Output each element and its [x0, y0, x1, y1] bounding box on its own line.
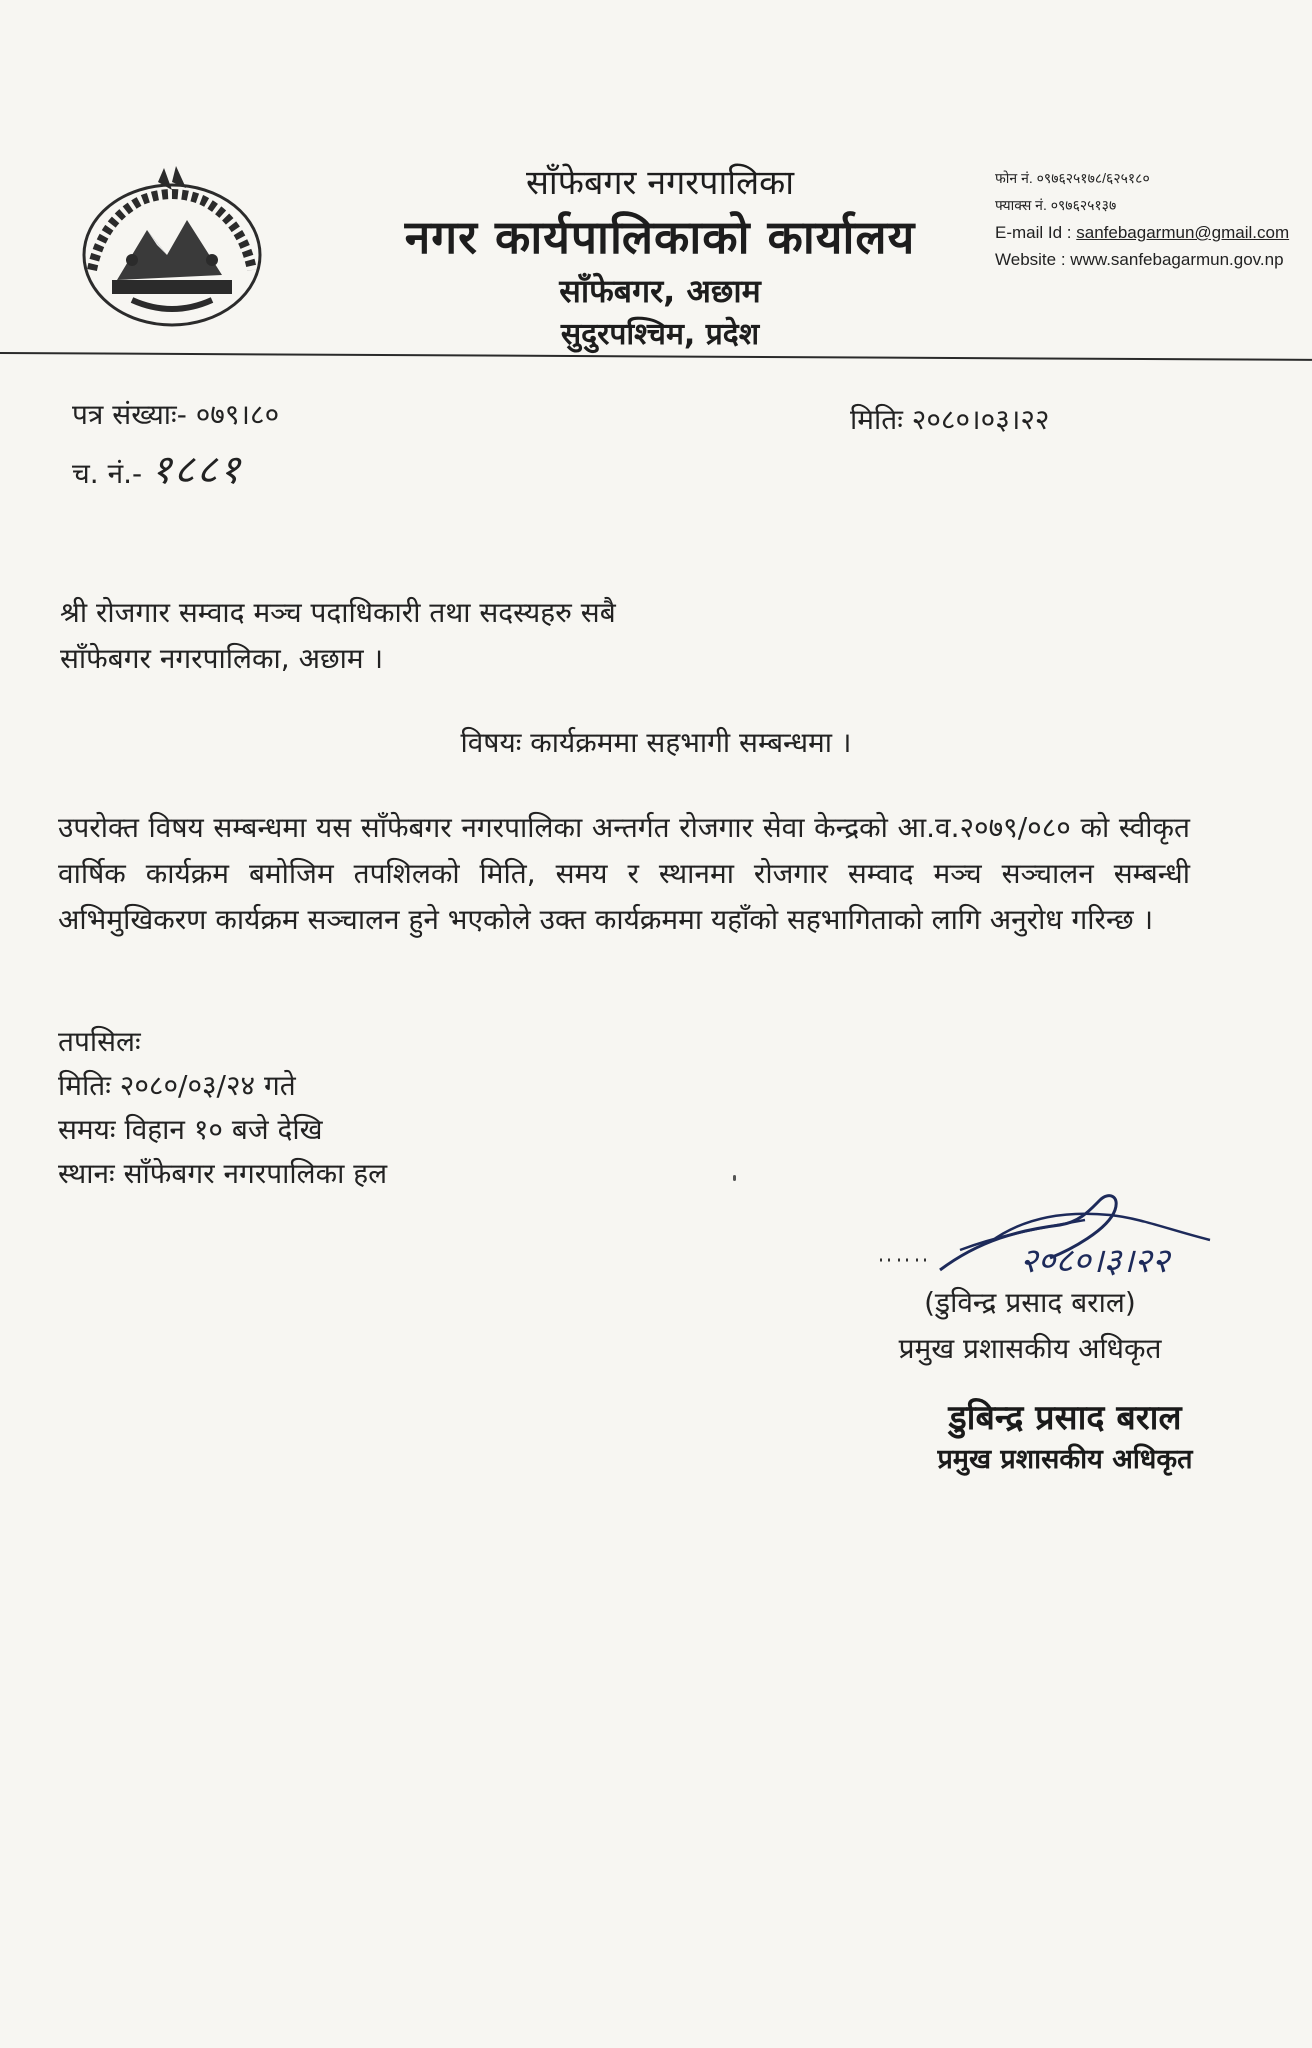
phone-number: फोन नं. ०९७६२५१७८/६२५१८०: [995, 170, 1150, 186]
dispatch-number: [72, 447, 243, 494]
dispatch-number-value: १८८१: [151, 447, 243, 493]
municipality-name: साँफेबगर नगरपालिका: [525, 163, 795, 203]
signature-date: २०८०।३।२२: [1020, 1241, 1170, 1281]
website-line: [995, 246, 1312, 273]
addressee-line-1: श्री रोजगार सम्वाद मञ्च पदाधिकारी तथा सदस्यहरु सबै: [60, 596, 616, 629]
details-venue: स्थानः साँफेबगर नगरपालिका हल: [58, 1157, 388, 1190]
stamp-name: डुबिन्द्र प्रसाद बराल: [948, 1398, 1182, 1438]
letter-date-label: मितिः: [850, 403, 903, 436]
letter-body: उपरोक्त विषय सम्बन्धमा यस साँफेबगर नगरपालिका अन्तर्गत रोजगार सेवा केन्द्रको आ.व.२०७९/०८० को स्वीकृत वार्षिक कार्यक्रम बमोजिम तपशिलको मिति, समय र स्थानमा रोजगार सम्वाद मञ्च सञ्चालन सम्बन्धी अभिमुखिकरण कार्यक्रम सञ्चालन हुने भएकोले उक्त कार्यक्रममा यहाँको सहभागिताको लागि अनुरोध गरिन्छ ।: [58, 811, 1190, 936]
website-link[interactable]: www.sanfebagarmun.gov.np: [1070, 250, 1284, 269]
fax-number: फ्याक्स नं. ०९७६२५१३७: [995, 197, 1117, 213]
signatory: [870, 1280, 1190, 1372]
details-heading: तपसिलः: [58, 1025, 141, 1058]
letter-number: [72, 395, 279, 435]
nepal-government-emblem-icon: [72, 160, 272, 330]
program-details: [58, 1020, 387, 1196]
name-stamp: [900, 1395, 1230, 1479]
email-label: E-mail Id :: [995, 223, 1072, 242]
ink-speck: [733, 1175, 736, 1181]
signatory-name: (डुविन्द्र प्रसाद बराल): [924, 1286, 1136, 1319]
letter-date: [850, 400, 1050, 440]
details-time: समयः विहान १० बजे देखि: [58, 1113, 323, 1146]
letter-subject: विषयः कार्यक्रममा सहभागी सम्बन्धमा ।: [460, 726, 852, 759]
signatory-title: प्रमुख प्रशासकीय अधिकृत: [898, 1332, 1162, 1365]
email-link[interactable]: sanfebagarmun@gmail.com: [1076, 223, 1290, 242]
office-name: नगर कार्यपालिकाको कार्यालय: [404, 210, 916, 264]
letterhead: [340, 160, 980, 356]
letter-number-label: पत्र संख्याः-: [72, 398, 187, 431]
email-line: [995, 219, 1312, 246]
dispatch-number-label: च. नं.-: [72, 457, 143, 490]
addressee: [60, 590, 616, 682]
stamp-title: प्रमुख प्रशासकीय अधिकृत: [937, 1444, 1193, 1475]
letter-number-value: ०७९।८०: [195, 398, 280, 431]
contact-info: [995, 165, 1312, 273]
details-date: मितिः २०८०/०३/२४ गते: [58, 1069, 296, 1102]
office-province: सुदुरपश्चिम, प्रदेश: [560, 317, 760, 352]
website-label: Website :: [995, 250, 1066, 269]
letter-date-value: २०८०।०३।२२: [911, 403, 1050, 436]
office-location: साँफेबगर, अछाम: [559, 272, 761, 310]
addressee-line-2: साँफेबगर नगरपालिका, अछाम ।: [60, 642, 384, 675]
